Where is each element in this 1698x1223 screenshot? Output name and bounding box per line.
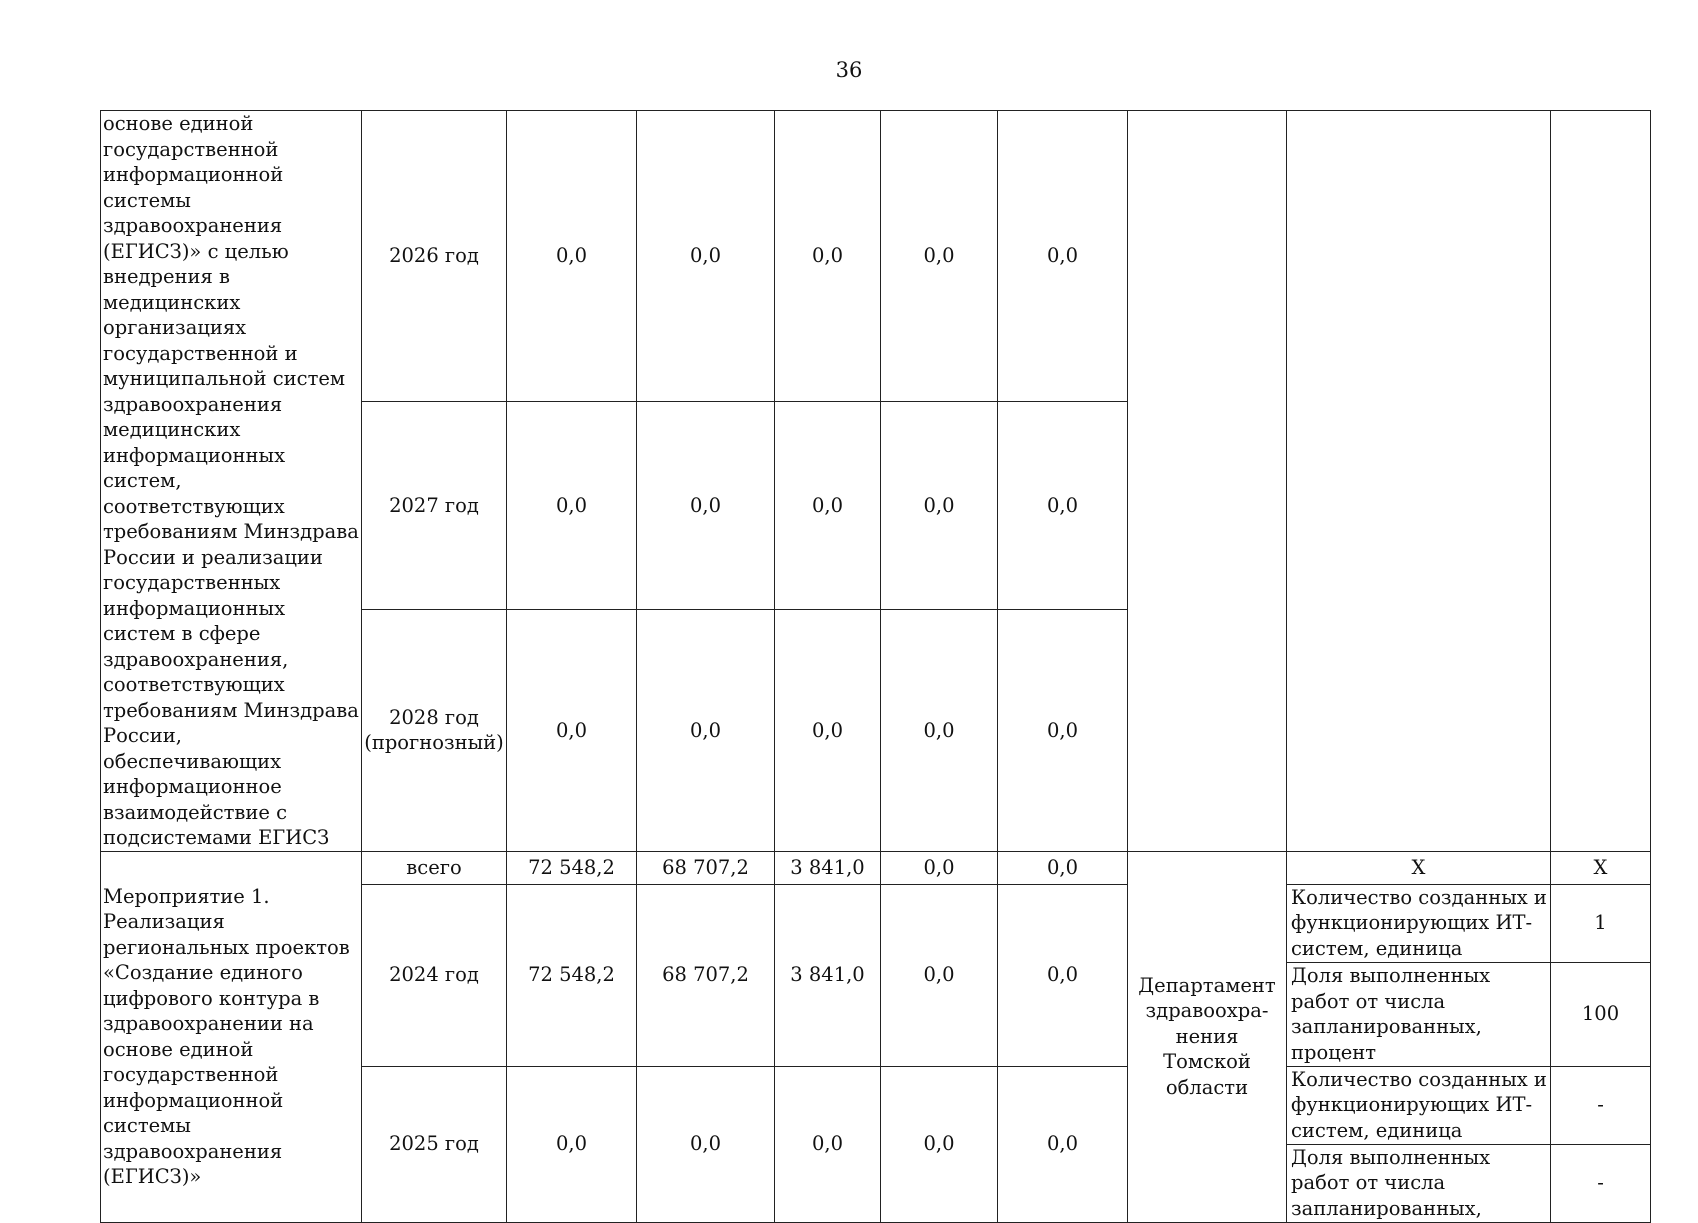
value-cell: 0,0 <box>881 851 998 884</box>
value-cell: 0,0 <box>637 1066 775 1222</box>
value-cell: 3 841,0 <box>775 851 881 884</box>
value-cell: 0,0 <box>507 1066 637 1222</box>
value-cell: 0,0 <box>881 111 998 402</box>
period-cell: 2026 год <box>362 111 507 402</box>
indicator-value: - <box>1551 1066 1651 1144</box>
period-cell: 2027 год <box>362 402 507 610</box>
page-number: 36 <box>835 58 863 82</box>
value-cell: 0,0 <box>637 111 775 402</box>
value-cell: 0,0 <box>998 884 1128 1066</box>
table-row <box>101 111 1651 402</box>
measure-description: основе единой государственной информационной системы здравоохранения (ЕГИСЗ)» с целью внедрения в медицинских организациях государственной и муниципальной систем здравоохранения медицинских информационных систем, соответствующих требованиям Минздрава России и реализации государственных информационных систем в сфере здравоохранения, соответствующих требованиям Минздрава России, обеспечивающих информационное взаимодействие с подсистемами ЕГИСЗ <box>101 111 362 852</box>
responsible-department: Департамент здравоохра-нения Томской области <box>1128 851 1287 1222</box>
indicator-value: - <box>1551 1144 1651 1222</box>
value-cell: 0,0 <box>507 610 637 851</box>
indicator-cell: Количество созданных и функционирующих ИТ-систем, единица <box>1287 884 1551 962</box>
value-cell: 0,0 <box>998 111 1128 402</box>
indicator-value: Х <box>1551 851 1651 884</box>
measure-description: Мероприятие 1. Реализация региональных проектов «Создание единого цифрового контура в здравоохранении на основе единой государственной информационной системы здравоохранения (ЕГИСЗ)» <box>101 851 362 1222</box>
indicator-cell-empty <box>1287 111 1551 852</box>
budget-table <box>100 110 1651 1223</box>
indicator-cell: Х <box>1287 851 1551 884</box>
indicator-value-empty <box>1551 111 1651 852</box>
value-cell: 0,0 <box>998 1066 1128 1222</box>
indicator-cell: Доля выполненных работ от числа запланированных, процент <box>1287 962 1551 1066</box>
value-cell: 3 841,0 <box>775 884 881 1066</box>
period-cell: всего <box>362 851 507 884</box>
value-cell: 0,0 <box>775 610 881 851</box>
value-cell: 0,0 <box>881 1066 998 1222</box>
responsible-cell-empty <box>1128 111 1287 852</box>
period-cell: 2025 год <box>362 1066 507 1222</box>
value-cell: 0,0 <box>775 1066 881 1222</box>
value-cell: 0,0 <box>998 610 1128 851</box>
value-cell: 0,0 <box>881 402 998 610</box>
period-cell: 2028 год (прогнозный) <box>362 610 507 851</box>
table-row <box>101 851 1651 884</box>
value-cell: 68 707,2 <box>637 884 775 1066</box>
value-cell: 0,0 <box>637 402 775 610</box>
value-cell: 0,0 <box>775 111 881 402</box>
value-cell: 0,0 <box>881 884 998 1066</box>
value-cell: 0,0 <box>637 610 775 851</box>
period-cell: 2024 год <box>362 884 507 1066</box>
value-cell: 68 707,2 <box>637 851 775 884</box>
value-cell: 72 548,2 <box>507 851 637 884</box>
indicator-cell: Количество созданных и функционирующих ИТ-систем, единица <box>1287 1066 1551 1144</box>
indicator-value: 1 <box>1551 884 1651 962</box>
value-cell: 0,0 <box>998 851 1128 884</box>
indicator-cell: Доля выполненных работ от числа запланированных, <box>1287 1144 1551 1222</box>
value-cell: 0,0 <box>998 402 1128 610</box>
value-cell: 72 548,2 <box>507 884 637 1066</box>
value-cell: 0,0 <box>507 402 637 610</box>
value-cell: 0,0 <box>507 111 637 402</box>
value-cell: 0,0 <box>775 402 881 610</box>
value-cell: 0,0 <box>881 610 998 851</box>
indicator-value: 100 <box>1551 962 1651 1066</box>
